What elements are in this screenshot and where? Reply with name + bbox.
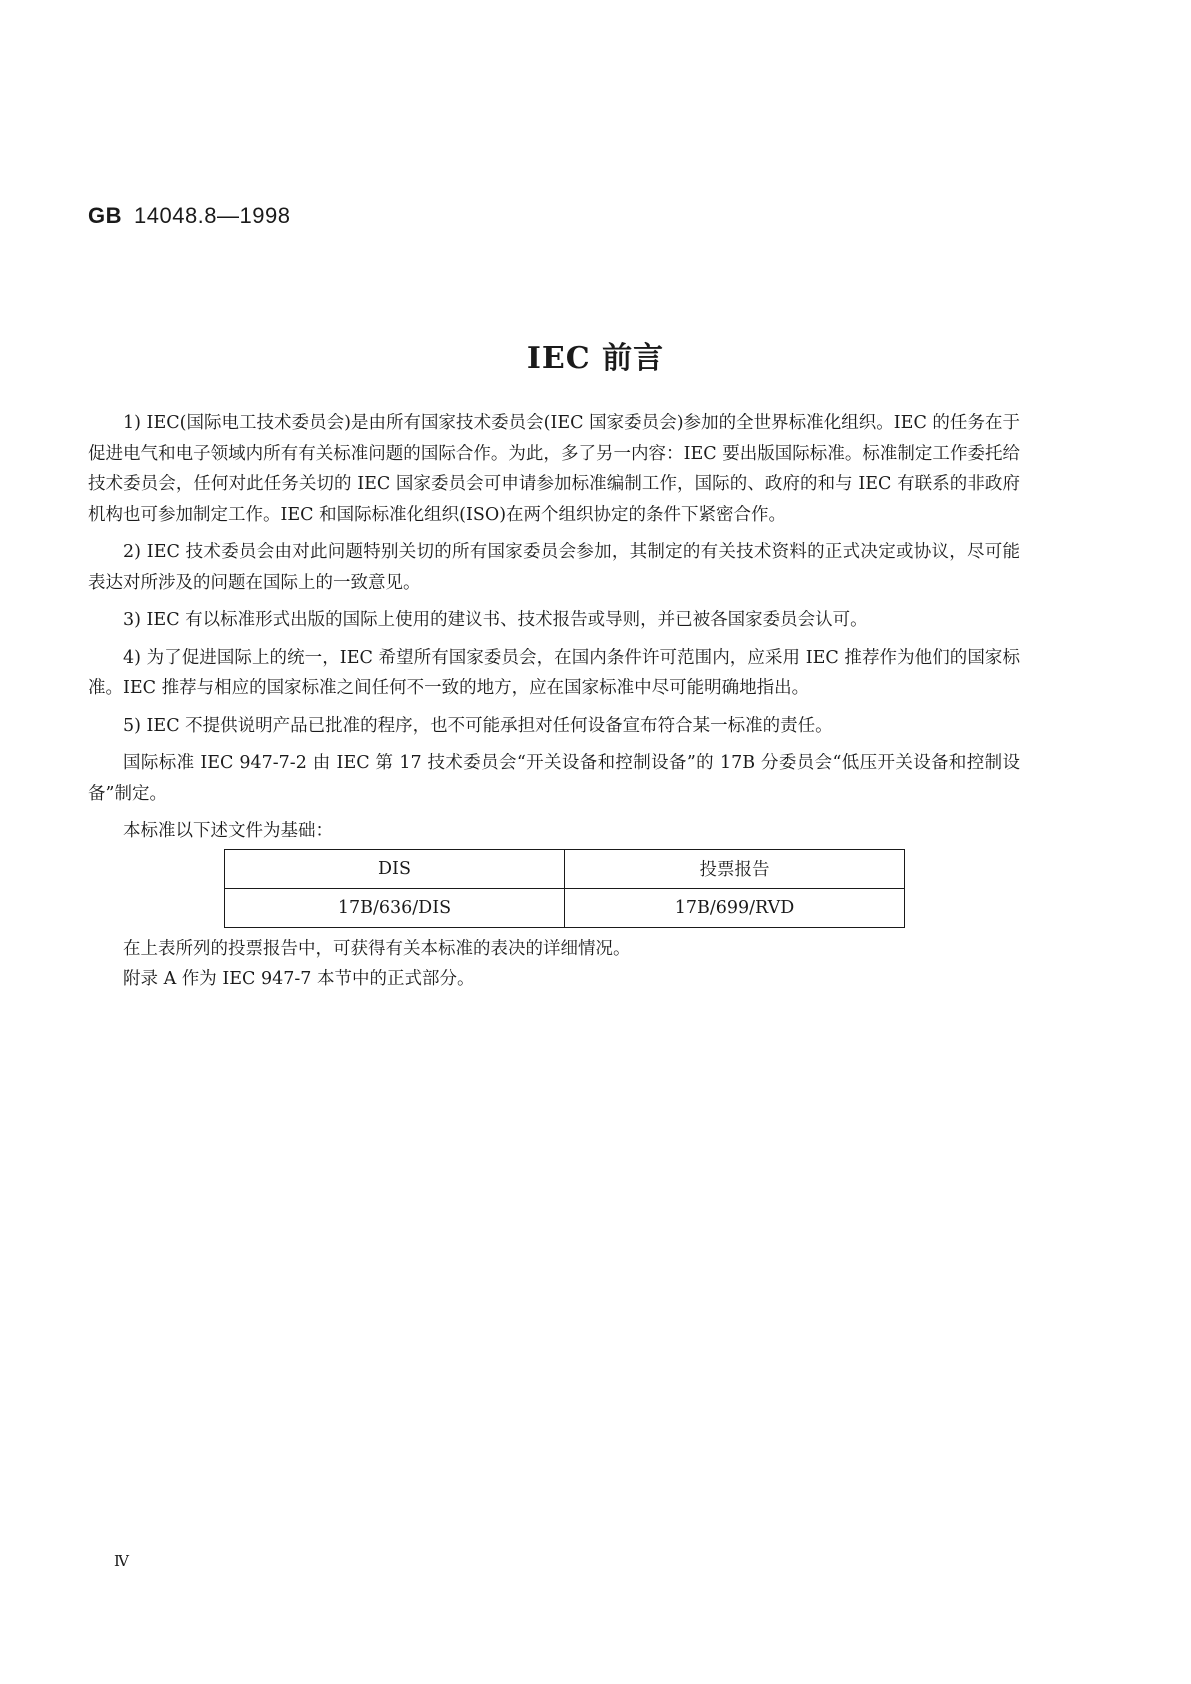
table-header-cell: DIS: [225, 849, 565, 888]
paragraph-3: 3) IEC 有以标准形式出版的国际上使用的建议书、技术报告或导则，并已被各国家委员会认可。: [123, 610, 868, 630]
standard-number: 14048.8—1998: [134, 203, 291, 228]
after-table-line-2: 附录 A 作为 IEC 947-7 本节中的正式部分。: [123, 969, 475, 989]
paragraph-4: 4) 为了促进国际上的统一，IEC 希望所有国家委员会，在国内条件许可范围内，应采用 IEC 推荐作为他们的国家标准。IEC 推荐与相应的国家标准之间任何不一致的地方，应在国家标准中尽可能明确地指出。: [88, 647, 1020, 698]
document-body: [88, 408, 1020, 995]
table-header-cell: 投票报告: [565, 849, 905, 888]
basis-documents-table: [224, 849, 905, 928]
paragraph-5: 5) IEC 不提供说明产品已批准的程序，也不可能承担对任何设备宣布符合某一标准的责任。: [123, 715, 833, 736]
table-row: [225, 888, 905, 927]
document-header: [88, 203, 290, 229]
basis-intro: 本标准以下述文件为基础：: [123, 821, 333, 841]
paragraph-6: 国际标准 IEC 947-7-2 由 IEC 第 17 技术委员会“开关设备和控制设备”的 17B 分委员会“低压开关设备和控制设备”制定。: [88, 753, 1020, 804]
table-cell: 17B/636/DIS: [225, 888, 565, 927]
after-table-line-1: 在上表所列的投票报告中，可获得有关本标准的表决的详细情况。: [123, 938, 631, 959]
paragraph-1: 1) IEC(国际电工技术委员会)是由所有国家技术委员会(IEC 国家委员会)参加的全世界标准化组织。IEC 的任务在于促进电气和电子领域内所有有关标准问题的国际合作。为此，多了另一内容：IEC 要出版国际标准。标准制定工作委托给技术委员会，任何对此任务关切的 IEC 国家委员会可申请参加标准编制工作，国际的、政府的和与 IEC 有联系的非政府机构也可参加制定工作。IEC 和国际标准化组织(ISO)在两个组织协定的条件下紧密合作。: [88, 413, 1020, 525]
table-header-row: [225, 849, 905, 888]
table-cell: 17B/699/RVD: [565, 888, 905, 927]
page-number: Ⅳ: [114, 1552, 129, 1570]
paragraph-2: 2) IEC 技术委员会由对此问题特别关切的所有国家委员会参加，其制定的有关技术资料的正式决定或协议，尽可能表达对所涉及的问题在国际上的一致意见。: [88, 542, 1020, 593]
standard-prefix: GB: [88, 203, 122, 228]
page-title: IEC 前言: [526, 341, 665, 376]
